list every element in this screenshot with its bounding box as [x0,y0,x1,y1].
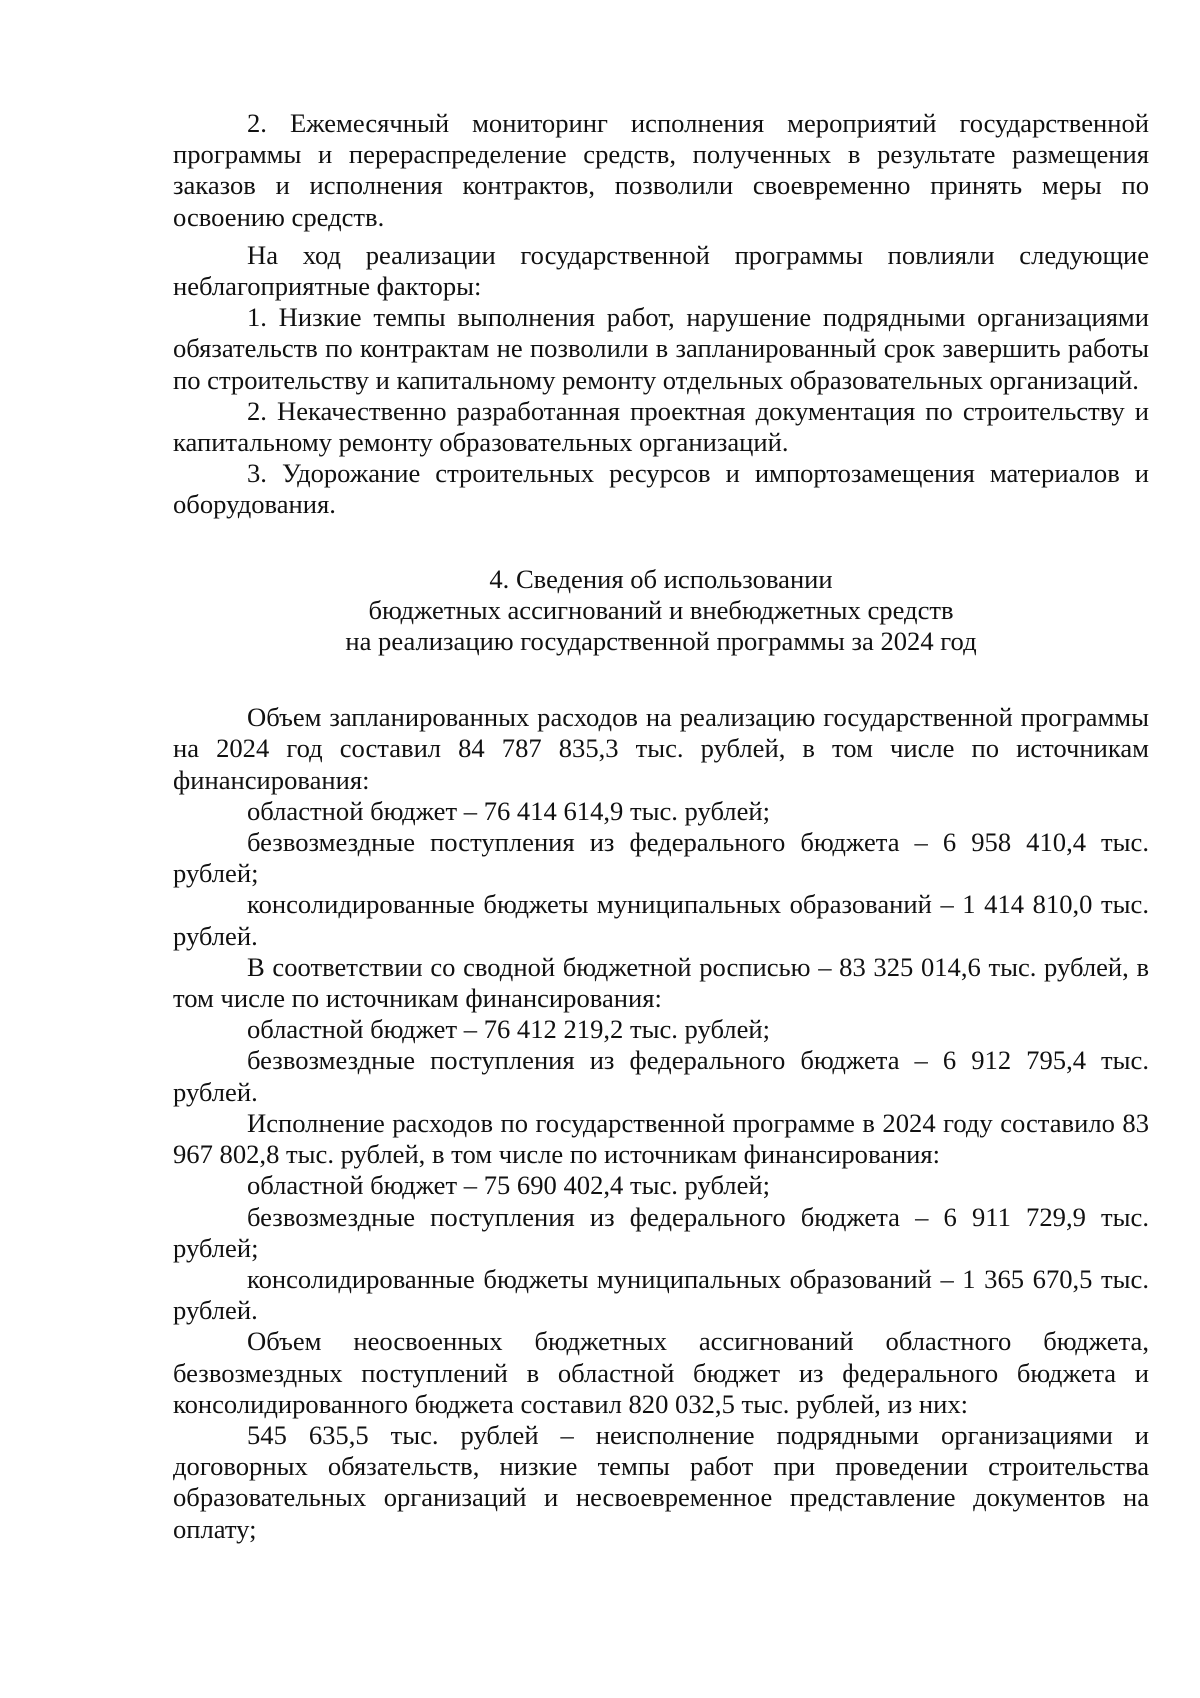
paragraph-factor-3: 3. Удорожание строительных ресурсов и импортозамещения материалов и оборудования. [173,458,1149,520]
section-heading-line-1: 4. Сведения об использовании [489,563,833,594]
document-page [173,108,1149,1545]
paragraph-factor-1: 1. Низкие темпы выполнения работ, нарушение подрядными организациями обязательств по контрактам не позволили в запланированный срок завершить работы по строительству и капитальному ремонту отдельных образовательных организаций. [173,302,1149,395]
paragraph-schedule-regional: областной бюджет – 76 412 219,2 тыс. рублей; [247,1014,771,1045]
paragraph-factors-intro: На ход реализации государственной программы повлияли следующие неблагоприятные факторы: [173,239,1149,302]
paragraph-unspent: Объем неосвоенных бюджетных ассигнований областного бюджета, безвозмездных поступлений в областной бюджет из федерального бюджета и консолидированного бюджета составил 820 032,5 тыс. рублей, из них: [173,1326,1149,1419]
section-heading [173,564,1149,658]
paragraph-execution-regional: областной бюджет – 75 690 402,4 тыс. рублей; [247,1170,771,1201]
paragraph-execution-federal: безвозмездные поступления из федерального бюджета – 6 911 729,9 тыс. рублей; [173,1201,1149,1263]
paragraph-budget-schedule: В соответствии со сводной бюджетной росписью – 83 325 014,6 тыс. рублей, в том числе по источникам финансирования: [173,951,1149,1014]
paragraph-execution: Исполнение расходов по государственной программе в 2024 году составило 83 967 802,8 тыс. рублей, в том числе по источникам финансирования: [173,1107,1149,1170]
paragraph-factor-2: 2. Некачественно разработанная проектная документация по строительству и капитальному ремонту образовательных организаций. [173,395,1149,458]
paragraph-planned-regional: областной бюджет – 76 414 614,9 тыс. рублей; [247,795,771,826]
paragraph-unspent-contractors: 545 635,5 тыс. рублей – неисполнение подрядными организациями и договорных обязательств, низкие темпы работ при проведении строительства образовательных организаций и несвоевременное представление документов на оплату; [173,1419,1149,1544]
section-heading-line-2: бюджетных ассигнований и внебюджетных средств [368,594,954,625]
paragraph-planned-expenses: Объем запланированных расходов на реализацию государственной программы на 2024 год составил 84 787 835,3 тыс. рублей, в том числе по источникам финансирования: [173,702,1149,795]
section-heading-line-3: на реализацию государственной программы за 2024 год [345,626,977,657]
paragraph-planned-federal: безвозмездные поступления из федерального бюджета – 6 958 410,4 тыс. рублей; [173,827,1149,889]
paragraph-execution-municipal: консолидированные бюджеты муниципальных образований – 1 365 670,5 тыс. рублей. [173,1263,1149,1326]
paragraph-monitoring: 2. Ежемесячный мониторинг исполнения мероприятий государственной программы и перераспределение средств, полученных в результате размещения заказов и исполнения контрактов, позволили своевременно принять меры по освоению средств. [173,108,1149,232]
paragraph-schedule-federal: безвозмездные поступления из федерального бюджета – 6 912 795,4 тыс. рублей. [173,1045,1149,1107]
paragraph-planned-municipal: консолидированные бюджеты муниципальных образований – 1 414 810,0 тыс. рублей. [173,889,1149,951]
